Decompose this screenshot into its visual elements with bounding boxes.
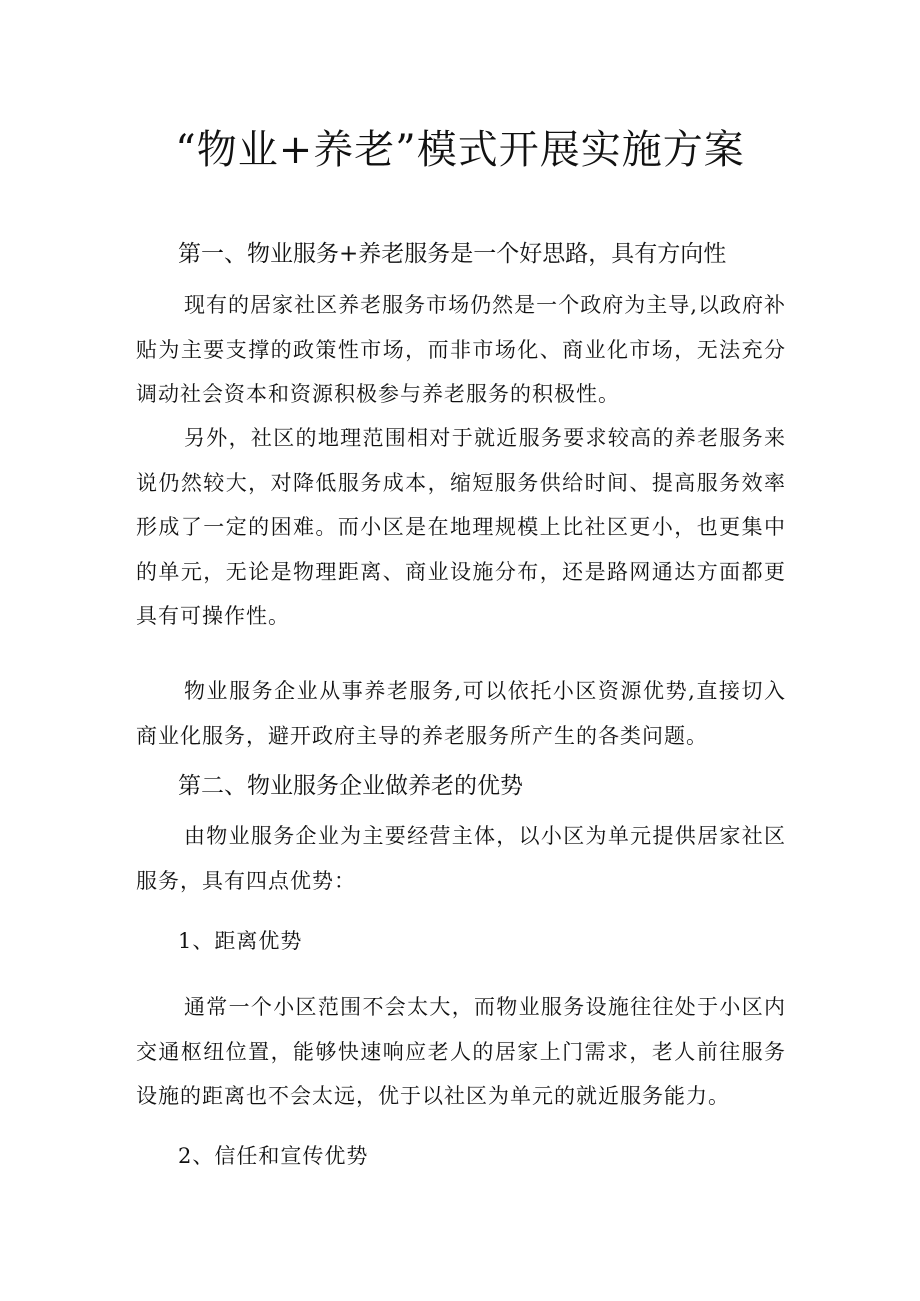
section-1-paragraph-1: 现有的居家社区养老服务市场仍然是一个政府为主导,以政府补贴为主要支撑的政策性市场，而非市场化、商业化市场，无法充分调动社会资本和资源积极参与养老服务的积极性。 [136, 293, 786, 406]
point-1-heading: 1、距离优势 [178, 929, 303, 953]
point-1-text: 通常一个小区范围不会太大，而物业服务设施往往处于小区内交通枢纽位置，能够快速响应老人的居家上门需求，老人前往服务设施的距离也不会太远，优于以社区为单元的就近服务能力。 [136, 995, 786, 1108]
point-2-heading: 2、信任和宣传优势 [178, 1144, 369, 1168]
section-2-heading: 第二、物业服务企业做养老的优势 [178, 773, 523, 799]
section-2-intro: 由物业服务企业为主要经营主体，以小区为单元提供居家社区服务，具有四点优势： [136, 824, 786, 893]
section-1-paragraph-3: 物业服务企业从事养老服务,可以依托小区资源优势,直接切入商业化服务，避开政府主导的养老服务所产生的各类问题。 [136, 679, 786, 748]
document-title: “物业+养老”模式开展实施方案 [175, 127, 745, 173]
section-1-paragraph-2: 另外，社区的地理范围相对于就近服务要求较高的养老服务来说仍然较大，对降低服务成本，缩短服务供给时间、提高服务效率形成了一定的困难。而小区是在地理规模上比社区更小，也更集中的单元，无论是物理距离、商业设施分布，还是路网通达方面都更具有可操作性。 [136, 426, 786, 628]
section-1-heading: 第一、物业服务+养老服务是一个好思路，具有方向性 [178, 241, 727, 267]
